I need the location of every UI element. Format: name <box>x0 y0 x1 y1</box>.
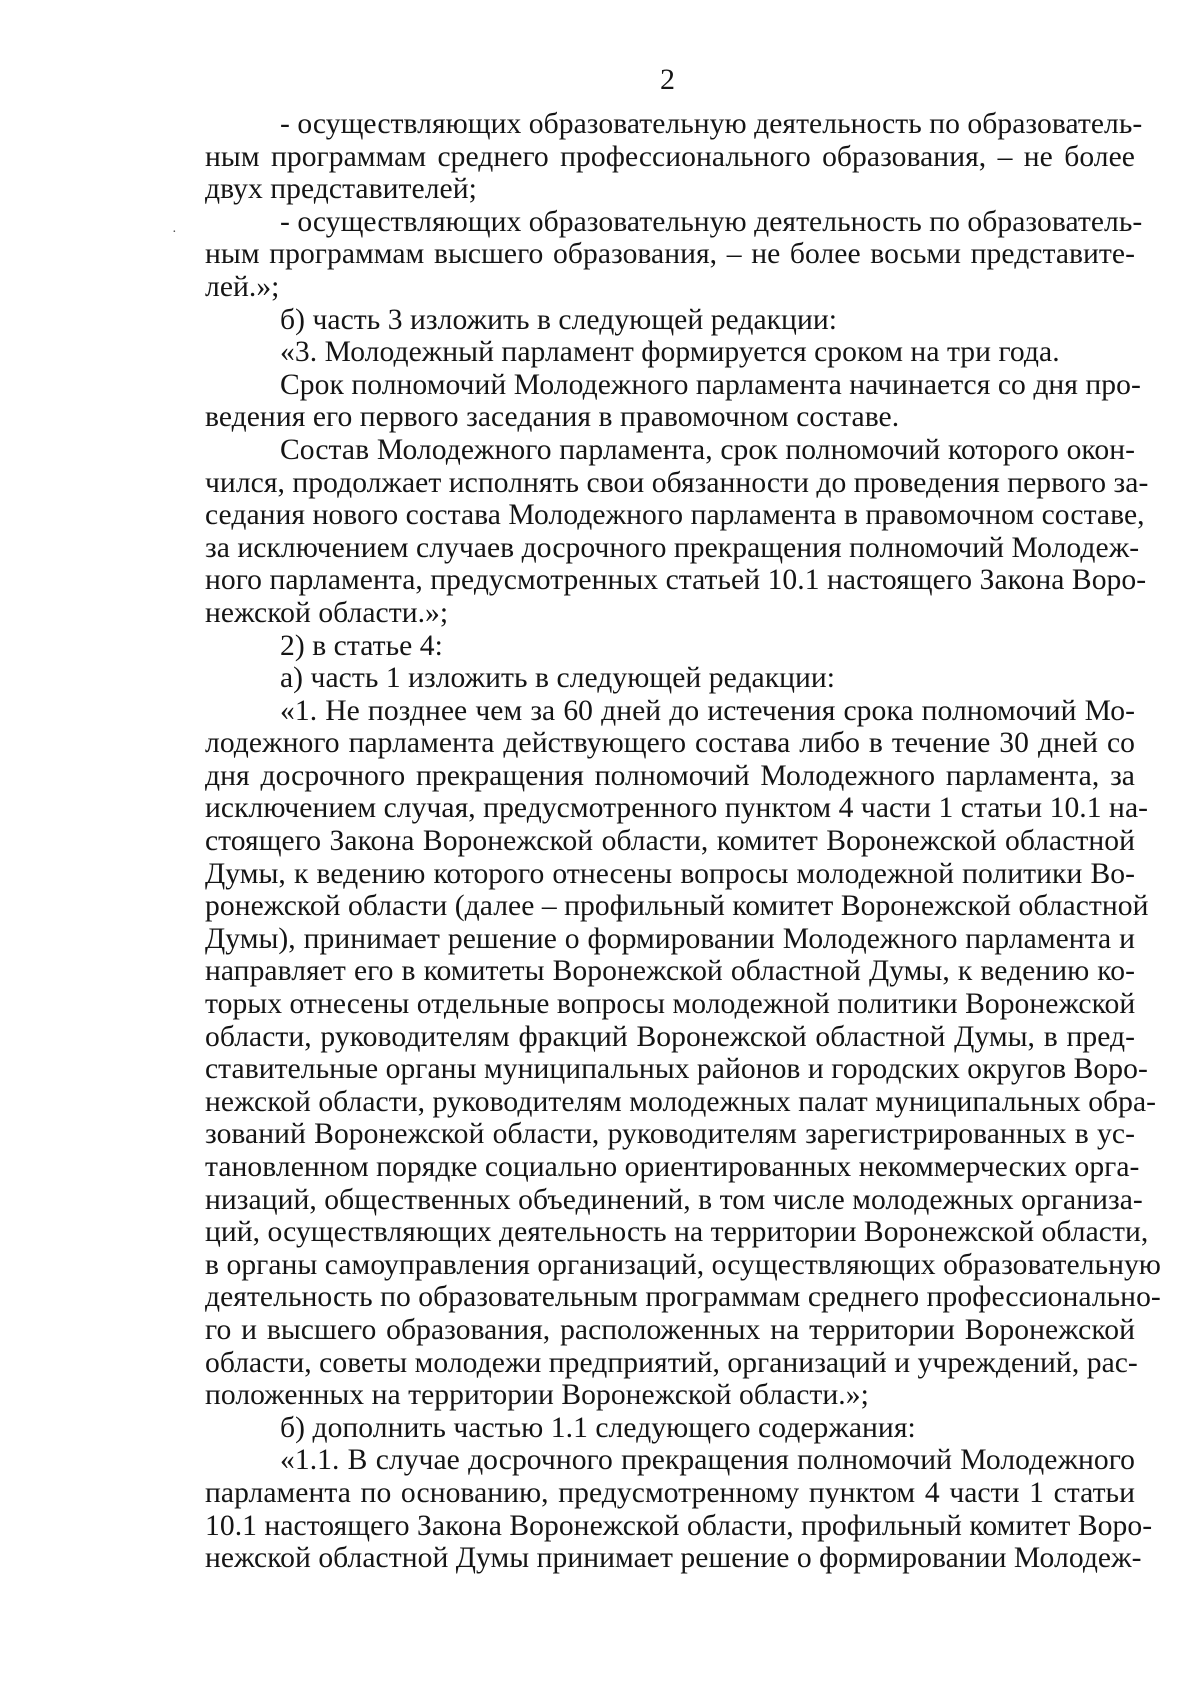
text-line: ведения его первого заседания в правомочном составе. <box>205 401 900 434</box>
text-line: нежской области, руководителям молодежных палат муниципальных обра- <box>205 1085 1157 1118</box>
text-line: ций, осуществляющих деятельность на территории Воронежской области, <box>205 1216 1149 1249</box>
text-line: Срок полномочий Молодежного парламента начинается со дня про- <box>280 368 1141 401</box>
text-line: ного парламента, предусмотренных статьей 10.1 настоящего Закона Воро- <box>205 564 1147 597</box>
text-line: «3. Молодежный парламент формируется сроком на три года. <box>280 336 1060 369</box>
text-line: ставительные органы муниципальных районов и городских округов Воро- <box>205 1053 1148 1086</box>
document-body <box>205 108 1161 1575</box>
text-line: нежской областной Думы принимает решение о формировании Молодеж- <box>205 1542 1142 1575</box>
text-line: - осуществляющих образовательную деятельность по образователь- <box>280 108 1143 140</box>
text-line: Состав Молодежного парламента, срок полномочий которого окон- <box>280 433 1135 466</box>
text-line: ным программам среднего профессионального образования, – не более <box>205 140 1135 173</box>
text-line: б) часть 3 изложить в следующей редакции: <box>280 303 837 336</box>
text-line: направляет его в комитеты Воронежской областной Думы, к ведению ко- <box>205 955 1135 988</box>
text-line: исключением случая, предусмотренного пунктом 4 части 1 статьи 10.1 на- <box>205 792 1149 825</box>
text-line: лодежного парламента действующего состава либо в течение 30 дней со <box>205 727 1135 760</box>
text-line: деятельность по образовательным программам среднего профессионально- <box>205 1281 1161 1314</box>
text-line: Думы), принимает решение о формировании Молодежного парламента и <box>205 922 1135 955</box>
text-line: ронежской области (далее – профильный комитет Воронежской областной <box>205 890 1149 923</box>
page-number: 2 <box>660 63 675 96</box>
text-line: «1.1. В случае досрочного прекращения полномочий Молодежного <box>280 1444 1135 1477</box>
text-line: низаций, общественных объединений, в том числе молодежных организа- <box>205 1183 1143 1216</box>
text-line: го и высшего образования, расположенных на территории Воронежской <box>205 1313 1135 1346</box>
text-line: нежской области.»; <box>205 596 449 629</box>
text-line: положенных на территории Воронежской области.»; <box>205 1379 869 1412</box>
text-line: Думы, к ведению которого отнесены вопросы молодежной политики Во- <box>205 857 1135 890</box>
text-line: стоящего Закона Воронежской области, комитет Воронежской областной <box>205 825 1135 858</box>
text-line: 2) в статье 4: <box>280 629 443 662</box>
text-line: зований Воронежской области, руководителям зарегистрированных в ус- <box>205 1118 1135 1151</box>
text-line: в органы самоуправления организаций, осуществляющих образовательную <box>205 1248 1161 1281</box>
text-line: парламента по основанию, предусмотренному пунктом 4 части 1 статьи <box>205 1476 1135 1509</box>
text-line: чился, продолжает исполнять свои обязанности до проведения первого за- <box>205 466 1149 499</box>
text-line: 10.1 настоящего Закона Воронежской области, профильный комитет Воро- <box>205 1509 1153 1542</box>
text-line: а) часть 1 изложить в следующей редакции: <box>280 662 836 695</box>
text-line: тановленном порядке социально ориентированных некоммерческих орга- <box>205 1151 1140 1183</box>
text-line: седания нового состава Молодежного парламента в правомочном составе, <box>205 499 1145 532</box>
text-line: - осуществляющих образовательную деятельность по образователь- <box>280 205 1143 238</box>
text-line: лей.»; <box>205 270 280 303</box>
text-line: дня досрочного прекращения полномочий Молодежного парламента, за <box>205 759 1135 792</box>
text-line: ным программам высшего образования, – не более восьми представите- <box>205 238 1135 271</box>
text-line: «1. Не позднее чем за 60 дней до истечения срока полномочий Мо- <box>280 694 1135 727</box>
text-line: б) дополнить частью 1.1 следующего содержания: <box>280 1411 916 1444</box>
text-line: двух представителей; <box>205 173 477 206</box>
text-line: области, советы молодежи предприятий, организаций и учреждений, рас- <box>205 1346 1138 1379</box>
text-line: области, руководителям фракций Воронежской областной Думы, в пред- <box>205 1020 1135 1053</box>
text-line: торых отнесены отдельные вопросы молодежной политики Воронежской <box>205 988 1136 1021</box>
text-line: за исключением случаев досрочного прекращения полномочий Молодеж- <box>205 531 1140 564</box>
scan-speck: · <box>172 225 177 240</box>
